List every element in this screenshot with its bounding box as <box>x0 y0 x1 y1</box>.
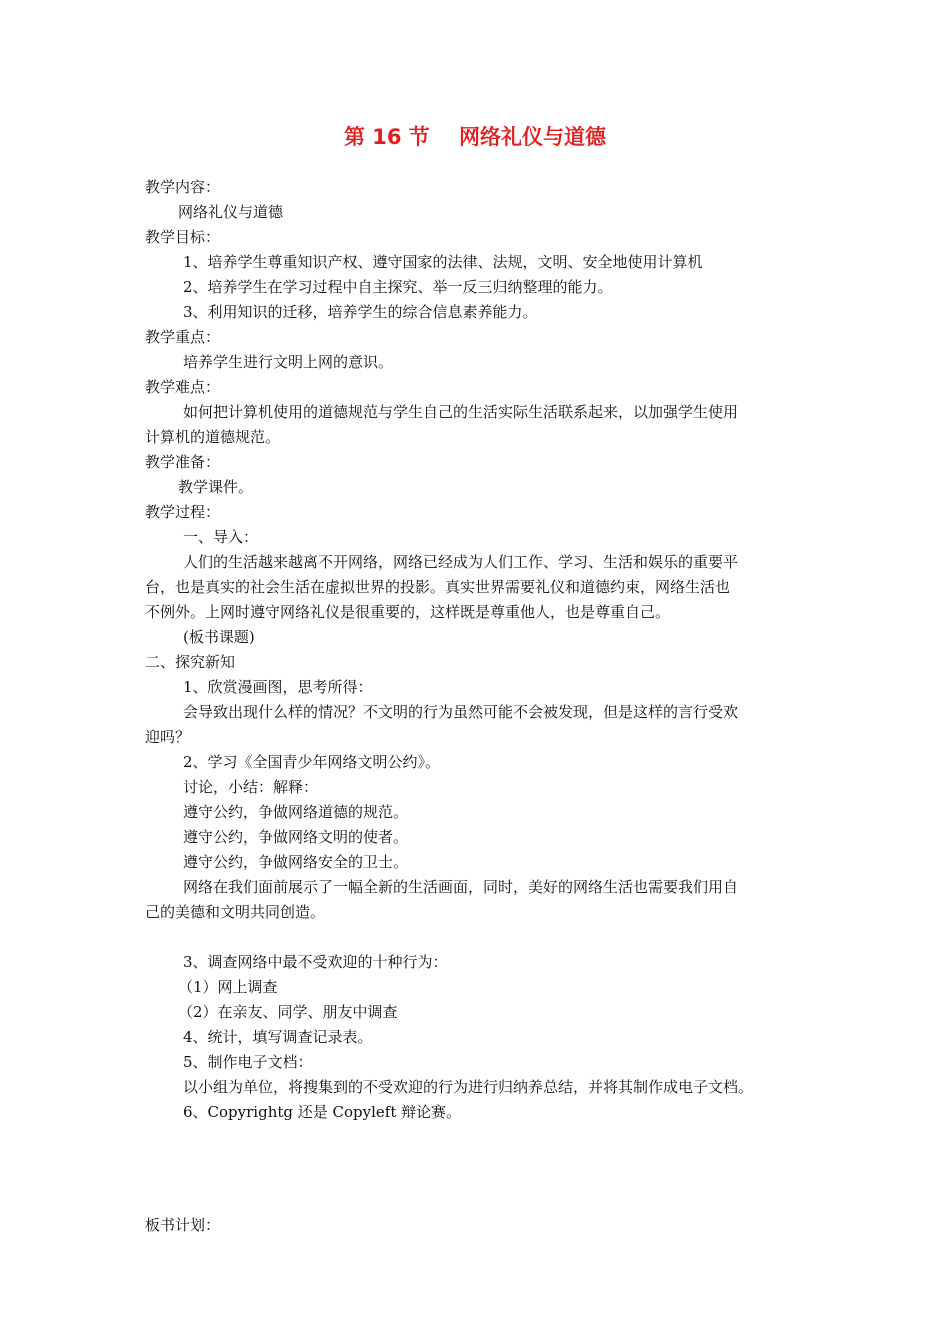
goal-item: 1、培养学生尊重知识产权、遵守国家的法律、法规，文明、安全地使用计算机 <box>183 253 703 271</box>
convention-rule: 遵守公约，争做网络文明的使者。 <box>183 828 409 846</box>
goal-item: 3、利用知识的迁移，培养学生的综合信息素养能力。 <box>183 303 538 321</box>
explore-item: 6、Copyrightg 还是 Copyleft 辩论赛。 <box>183 1103 462 1121</box>
convention-rule: 遵守公约，争做网络安全的卫士。 <box>183 853 409 871</box>
goal-item: 2、培养学生在学习过程中自主探究、举一反三归纳整理的能力。 <box>183 278 613 296</box>
explore-question-line: 迎吗？ <box>145 728 191 746</box>
difficulty-text-line: 如何把计算机使用的道德规范与学生自己的生活实际生活联系起来，以加强学生使用 <box>183 403 739 421</box>
intro-heading: 一、导入： <box>183 528 259 546</box>
survey-method: （2）在亲友、同学、朋友中调查 <box>178 1003 398 1021</box>
content-text: 网络礼仪与道德 <box>178 203 284 221</box>
board-plan-label: 板书计划： <box>145 1216 221 1234</box>
blank-line <box>145 925 815 950</box>
blank-space <box>145 1125 815 1213</box>
difficulty-label: 教学难点： <box>145 378 221 396</box>
intro-paragraph-line: 台，也是真实的社会生活在虚拟世界的投影。真实世界需要礼仪和道德约束，网络生活也 <box>145 578 731 596</box>
intro-paragraph-line: 不例外。上网时遵守网络礼仪是很重要的，这样既是尊重他人，也是尊重自己。 <box>145 603 671 621</box>
prep-label: 教学准备： <box>145 453 221 471</box>
summary-line: 己的美德和文明共同创造。 <box>145 903 326 921</box>
prep-text: 教学课件。 <box>178 478 254 496</box>
explore-item-text: 以小组为单位，将搜集到的不受欢迎的行为进行归纳养总结，并将其制作成电子文档。 <box>183 1078 754 1096</box>
content-label: 教学内容： <box>145 178 221 196</box>
explore-item: 4、统计，填写调查记录表。 <box>183 1028 373 1046</box>
intro-paragraph-line: 人们的生活越来越离不开网络，网络已经成为人们工作、学习、生活和娱乐的重要平 <box>183 553 739 571</box>
explore-heading: 二、探究新知 <box>145 653 236 671</box>
explore-question-line: 会导致出现什么样的情况？不文明的行为虽然可能不会被发现，但是这样的言行受欢 <box>183 703 739 721</box>
summary-line: 网络在我们面前展示了一幅全新的生活画面，同时，美好的网络生活也需要我们用自 <box>183 878 739 896</box>
discussion-text: 讨论，小结：解释： <box>183 778 319 796</box>
convention-rule: 遵守公约，争做网络道德的规范。 <box>183 803 409 821</box>
survey-method: （1）网上调查 <box>178 978 278 996</box>
key-point-label: 教学重点： <box>145 328 221 346</box>
process-label: 教学过程： <box>145 503 221 521</box>
explore-item: 3、调查网络中最不受欢迎的十种行为： <box>183 953 448 971</box>
lesson-plan-body <box>145 175 815 1238</box>
board-topic: (板书课题) <box>183 628 255 646</box>
difficulty-text-line: 计算机的道德规范。 <box>145 428 281 446</box>
key-point-text: 培养学生进行文明上网的意识。 <box>183 353 394 371</box>
page-title: 第 16 节 网络礼仪与道德 <box>343 125 607 149</box>
explore-item: 1、欣赏漫画图，思考所得： <box>183 678 373 696</box>
explore-item: 5、制作电子文档： <box>183 1053 313 1071</box>
explore-item: 2、学习《全国青少年网络文明公约》。 <box>183 753 441 771</box>
goals-label: 教学目标： <box>145 228 221 246</box>
